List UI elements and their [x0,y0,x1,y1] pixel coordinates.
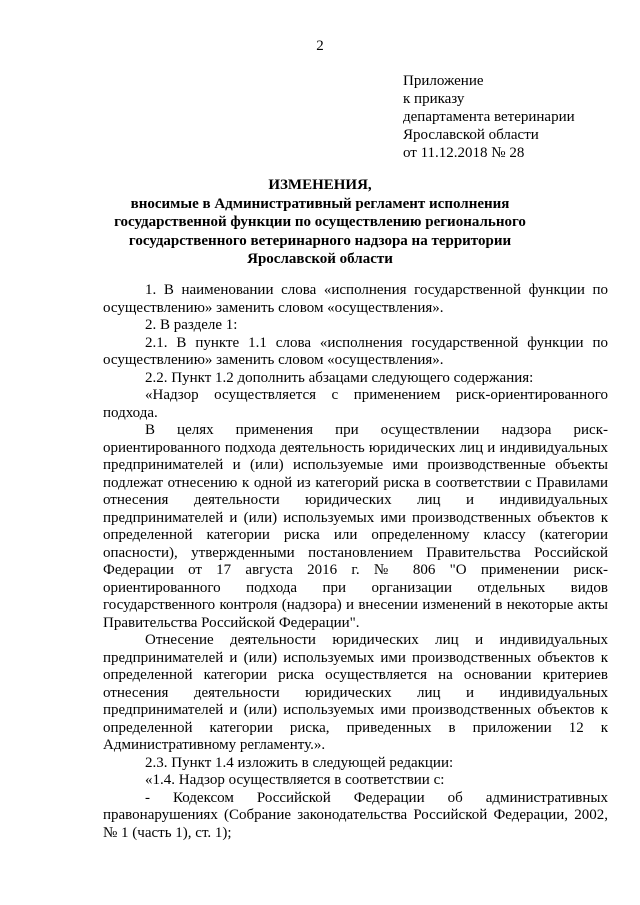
paragraph-2-2: 2.2. Пункт 1.2 дополнить абзацами следующего содержания: [145,369,534,386]
appendix-line: департамента ветеринарии [403,109,575,125]
paragraph-2: 2. В разделе 1: [145,317,238,333]
title-line: государственного ветеринарного надзора на территории [128,232,512,249]
title-line: государственной функции по осуществлению регионального [114,214,526,230]
document-title [100,176,540,269]
title-line: Ярославской области [247,251,393,267]
appendix-line: от 11.12.2018 № 28 [403,145,525,161]
quoted-paragraph-risk-categories: В целях применения при осуществлении надзора риск-ориентированного подхода деятельность юридических лиц и индивидуальных предпринимателей и (или) используемые ими производственные объекты подлежат отнесению к одной из категорий риска в соответствии с Правилами отнесения деятельности юридических лиц и индивидуальных предпринимателей и (или) используемых ими производственных объектов к определенной категории риска или определенному классу (категории опасности), утвержденными постановлением Правительства Российской Федерации от 17 августа 2016 г. № 806 "О применении риск-ориентированного подхода при организации отдельных видов государственного контроля (надзора) и внесении изменений в некоторые акты Правительства Российской Федерации". [103,422,608,631]
paragraph-1: 1. В наименовании слова «исполнения государственной функции по осуществлению» заменить словом «осуществления». [103,282,608,316]
appendix-line: Приложение [403,73,484,89]
paragraph-2-3: 2.3. Пункт 1.4 изложить в следующей редакции: [145,754,454,771]
quoted-paragraph-1-4: «1.4. Надзор осуществляется в соответствии с: [145,772,445,788]
quoted-paragraph-code: - Кодексом Российской Федерации об административных правонарушениях (Собрание законодательства Российской Федерации, 2002, № 1 (часть 1), ст. 1); [103,789,608,841]
page-number: 2 [316,38,324,54]
quoted-paragraph-supervision: «Надзор осуществляется с применением риск-ориентированного подхода. [103,387,608,421]
appendix-block [403,72,575,162]
title-line: вносимые в Административный регламент исполнения [130,195,510,212]
title-line: ИЗМЕНЕНИЯ, [268,177,372,193]
paragraph-2-1: 2.1. В пункте 1.1 слова «исполнения государственной функции по осуществлению» заменить словом «осуществления». [103,334,608,368]
appendix-line: к приказу [403,91,465,107]
quoted-paragraph-risk-assignment: Отнесение деятельности юридических лиц и индивидуальных предпринимателей и (или) используемых ими производственных объектов к определенной категории риска осуществляется на основании критериев отнесения деятельности юридических лиц и индивидуальных предпринимателей и (или) используемых ими производственных объектов к определенной категории риска, приведенных в приложении 12 к Административному регламенту.». [103,632,608,753]
document-body [103,282,608,842]
appendix-line: Ярославской области [403,127,539,143]
